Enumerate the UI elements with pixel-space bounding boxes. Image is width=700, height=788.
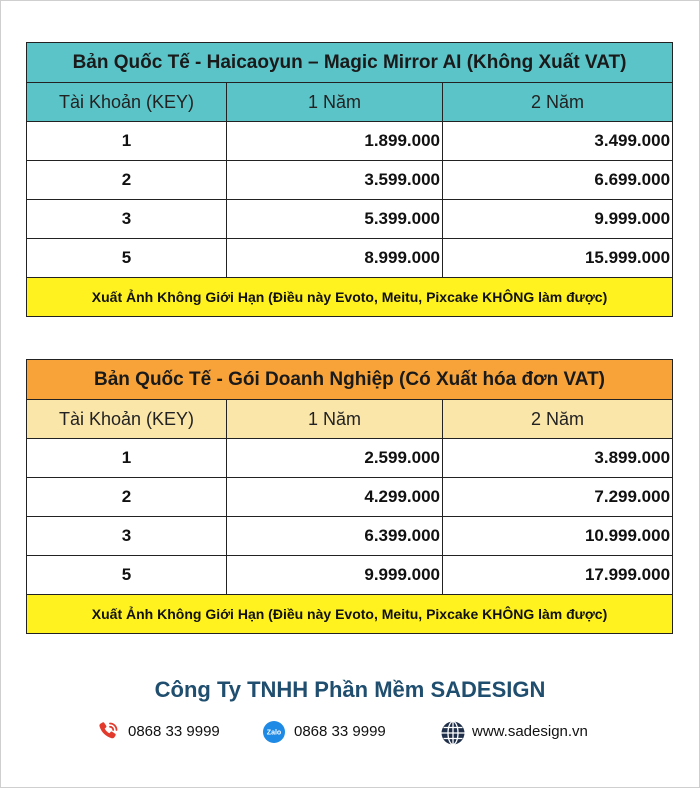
column-header-2-year: 2 Năm <box>443 83 673 122</box>
price-2-year: 6.699.000 <box>443 161 673 200</box>
column-header-1-year: 1 Năm <box>227 400 443 439</box>
table-note-row <box>27 278 673 317</box>
account-count: 2 <box>27 161 227 200</box>
table-title-row <box>27 43 673 83</box>
table-row <box>27 517 673 556</box>
table-note: Xuất Ảnh Không Giới Hạn (Điều này Evoto, Meitu, Pixcake KHÔNG làm được) <box>27 595 673 634</box>
table-title-row <box>27 360 673 400</box>
phone-icon <box>96 720 118 742</box>
table-row <box>27 122 673 161</box>
phone-number: 0868 33 9999 <box>128 722 220 740</box>
price-2-year: 10.999.000 <box>443 517 673 556</box>
website-url: www.sadesign.vn <box>472 722 588 740</box>
account-count: 3 <box>27 200 227 239</box>
account-count: 1 <box>27 122 227 161</box>
table-row <box>27 478 673 517</box>
column-header-account: Tài Khoản (KEY) <box>27 400 227 439</box>
table-note: Xuất Ảnh Không Giới Hạn (Điều này Evoto, Meitu, Pixcake KHÔNG làm được) <box>27 278 673 317</box>
price-2-year: 9.999.000 <box>443 200 673 239</box>
table-row <box>27 239 673 278</box>
price-2-year: 17.999.000 <box>443 556 673 595</box>
table-row <box>27 200 673 239</box>
table-title: Bản Quốc Tế - Haicaoyun – Magic Mirror AI (Không Xuất VAT) <box>27 43 673 83</box>
price-1-year: 6.399.000 <box>227 517 443 556</box>
zalo-badge-text: Zalo <box>266 729 282 737</box>
price-2-year: 15.999.000 <box>443 239 673 278</box>
column-header-1-year: 1 Năm <box>227 83 443 122</box>
account-count: 5 <box>27 239 227 278</box>
table-row <box>27 161 673 200</box>
table-title: Bản Quốc Tế - Gói Doanh Nghiệp (Có Xuất hóa đơn VAT) <box>27 360 673 400</box>
account-count: 1 <box>27 439 227 478</box>
table-row <box>27 439 673 478</box>
table-header-row <box>27 83 673 122</box>
price-1-year: 1.899.000 <box>227 122 443 161</box>
price-1-year: 5.399.000 <box>227 200 443 239</box>
company-name: Công Ty TNHH Phần Mềm SADESIGN <box>154 677 546 702</box>
phone-contact[interactable] <box>96 717 220 745</box>
price-2-year: 3.899.000 <box>443 439 673 478</box>
price-1-year: 9.999.000 <box>227 556 443 595</box>
price-1-year: 4.299.000 <box>227 478 443 517</box>
column-header-account: Tài Khoản (KEY) <box>27 83 227 122</box>
account-count: 3 <box>27 517 227 556</box>
price-table-enterprise <box>26 359 673 634</box>
price-1-year: 2.599.000 <box>227 439 443 478</box>
account-count: 5 <box>27 556 227 595</box>
zalo-contact[interactable] <box>262 717 386 745</box>
column-header-2-year: 2 Năm <box>443 400 673 439</box>
table-header-row <box>27 400 673 439</box>
website-link[interactable] <box>440 717 588 745</box>
account-count: 2 <box>27 478 227 517</box>
price-2-year: 3.499.000 <box>443 122 673 161</box>
zalo-icon <box>262 720 284 742</box>
price-2-year: 7.299.000 <box>443 478 673 517</box>
table-row <box>27 556 673 595</box>
price-1-year: 8.999.000 <box>227 239 443 278</box>
table-note-row <box>27 595 673 634</box>
globe-icon <box>440 720 462 742</box>
price-table-international <box>26 42 673 317</box>
zalo-number: 0868 33 9999 <box>294 722 386 740</box>
price-1-year: 3.599.000 <box>227 161 443 200</box>
